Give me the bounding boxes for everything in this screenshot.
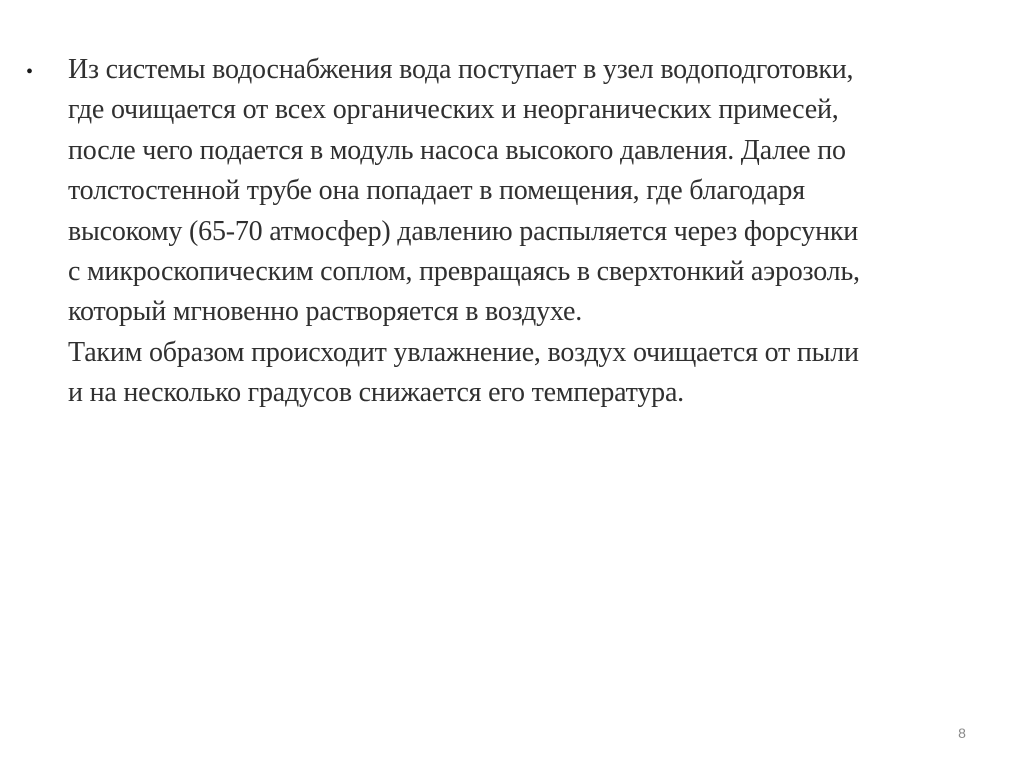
paragraph-line-8: Таким образом происходит увлажнение, воздух очищается от пыли xyxy=(68,336,859,368)
bullet-dot-icon: • xyxy=(26,61,34,83)
bullet-item xyxy=(26,50,976,414)
paragraph-line-3: после чего подается в модуль насоса высокого давления. Далее по xyxy=(68,134,846,166)
paragraph-line-4: толстостенной трубе она попадает в помещения, где благодаря xyxy=(68,175,805,207)
paragraph-line-2: где очищается от всех органических и неорганических примесей, xyxy=(68,94,839,126)
paragraph-line-1: Из системы водоснабжения вода поступает в узел водоподготовки, xyxy=(68,54,854,85)
paragraph-line-5: высокому (65-70 атмосфер) давлению распыляется через форсунки xyxy=(68,215,859,247)
paragraph-line-7: который мгновенно растворяется в воздухе. xyxy=(68,296,583,328)
paragraph-line-6: с микроскопическим соплом, превращаясь в сверхтонкий аэрозоль, xyxy=(68,256,860,288)
paragraph-line-9: и на несколько градусов снижается его температура. xyxy=(68,377,684,409)
bullet-paragraph xyxy=(68,50,976,414)
page-number: 8 xyxy=(958,725,966,741)
